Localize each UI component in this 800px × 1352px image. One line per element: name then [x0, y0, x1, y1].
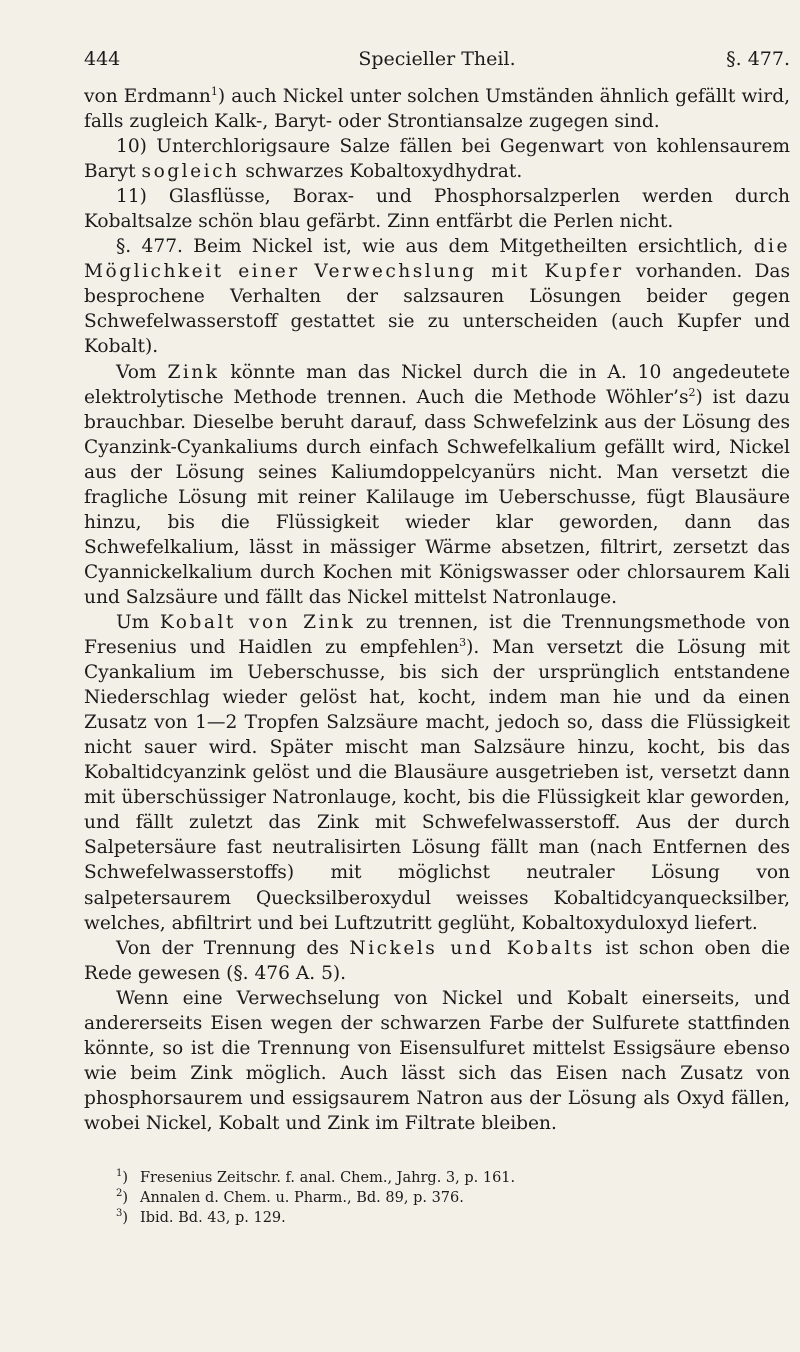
- spaced-emphasis: Kobalt von Zink: [159, 611, 356, 633]
- footnotes: [84, 1168, 790, 1228]
- footnote-ref: 3: [459, 635, 467, 649]
- footnote: $^3$) Ibid. Bd. 43, p. 129.: [116, 1208, 286, 1226]
- spaced-emphasis: die Möglichkeit einer Verwechslung mit Kupfer: [84, 236, 790, 283]
- page-header: [84, 42, 790, 76]
- footnote-mark: 3: [116, 1208, 123, 1220]
- footnote-mark: 1: [116, 1168, 123, 1180]
- running-title: Specieller Theil.: [358, 48, 516, 70]
- book-page: [84, 42, 790, 1228]
- paragraph: 11) Glasflüsse, Borax- und Phosphorsalzperlen werden durch Kobaltsalze schön blau gefärbt. Zinn entfärbt die Perlen nicht.: [84, 186, 790, 233]
- paragraph: §. 477. Beim Nickel ist, wie aus dem Mitgetheilten ersichtlich, die Möglichkeit einer Verwechslung mit Kupfer vorhanden. Das besprochene Verhalten der salzsauren Lösungen beider gegen Schwefelwasserstoff gestattet sie zu unterscheiden (auch Kupfer und Kobalt).: [84, 236, 790, 358]
- spaced-emphasis: Nickels und Kobalts: [349, 937, 595, 959]
- paragraph: Wenn eine Verwechselung von Nickel und Kobalt einerseits, und andererseits Eisen wegen der schwarzen Farbe der Sulfurete stattfinden könnte, so ist die Trennung von Eisensulfuret mittelst Essigsäure ebenso wie beim Zink möglich. Auch lässt sich das Eisen nach Zusatz von phosphorsaurem und essigsaurem Natron aus der Lösung als Oxyd fällen, wobei Nickel, Kobalt und Zink im Filtrate bleiben.: [84, 987, 790, 1134]
- footnote-ref: 2: [688, 385, 696, 399]
- paragraph: 10) Unterchlorigsaure Salze fällen bei Gegenwart von kohlensaurem Baryt sogleich schwarzes Kobaltoxydhydrat.: [84, 136, 790, 183]
- paragraph: Von der Trennung des Nickels und Kobalts ist schon oben die Rede gewesen (§. 476 A. 5).: [84, 937, 790, 984]
- footnote-mark: 2: [116, 1188, 123, 1200]
- body-text: [84, 84, 790, 1136]
- footnote: $^2$) Annalen d. Chem. u. Pharm., Bd. 89, p. 376.: [116, 1188, 464, 1206]
- footnote: $^1$) Fresenius Zeitschr. f. anal. Chem., Jahrg. 3, p. 161.: [116, 1168, 516, 1186]
- paragraph: von Erdmann$^1$) auch Nickel unter solchen Umständen ähnlich gefällt wird, falls zugleich Kalk-, Baryt- oder Strontiansalze zugegen sind.: [84, 84, 791, 133]
- footnote-text: Annalen d. Chem. u. Pharm., Bd. 89, p. 376.: [140, 1189, 464, 1206]
- spaced-emphasis: sogleich: [141, 161, 240, 183]
- footnote-ref: 1: [210, 84, 218, 98]
- paragraph: Um Kobalt von Zink zu trennen, ist die Trennungsmethode von Fresenius und Haidlen zu empfehlen$^3$). Man versetzt die Lösung mit Cyankalium im Ueberschusse, bis sich der ursprünglich entstandene Niederschlag wieder gelöst hat, kocht, indem man hie und da einen Zusatz von 1—2 Tropfen Salzsäure macht, jedoch so, dass die Flüssigkeit nicht sauer wird. Später mischt man Salzsäure hinzu, kocht, bis das Kobaltidcyanzink gelöst und die Blausäure ausgetrieben ist, versetzt dann mit überschüssiger Natronlauge, kocht, bis die Flüssigkeit klar geworden, und fällt zuletzt das Zink mit Schwefelwasserstoff. Aus der durch Salpetersäure fast neutralisirten Lösung fällt man (nach Entfernen des Schwefelwasserstoffs) mit möglichst neutraler Lösung von salpetersaurem Quecksilberoxydul weisses Kobaltidcyanquecksilber, welches, abfiltrirt und bei Luftzutritt geglüht, Kobaltoxyduloxyd liefert.: [84, 611, 790, 934]
- paragraph: Vom Zink könnte man das Nickel durch die in A. 10 angedeutete elektrolytische Methode trennen. Auch die Methode $Wöhler’s^2$) ist dazu brauchbar. Dieselbe beruht darauf, dass Schwefelzink aus der Lösung des Cyanzink-Cyankaliums durch einfach Schwefelkalium gefällt wird, Nickel aus der Lösung seines Kaliumdoppelcyanürs nicht. Man versetzt die fragliche Lösung mit reiner Kalilauge im Ueberschusse, fügt Blausäure hinzu, bis die Flüssigkeit wieder klar geworden, dann das Schwefelkalium, lässt in mässiger Wärme absetzen, filtrirt, zersetzt das Cyannickelkalium durch Kochen mit Königswasser oder chlorsaurem Kali und Salzsäure und fällt das Nickel mittelst Natronlauge.: [84, 361, 790, 608]
- footnote-text: Ibid. Bd. 43, p. 129.: [140, 1209, 286, 1226]
- section-number: §. 477.: [726, 48, 790, 70]
- page-number: 444: [84, 48, 121, 70]
- footnote-text: Fresenius Zeitschr. f. anal. Chem., Jahrg. 3, p. 161.: [140, 1169, 516, 1186]
- spaced-emphasis: Zink: [167, 361, 220, 383]
